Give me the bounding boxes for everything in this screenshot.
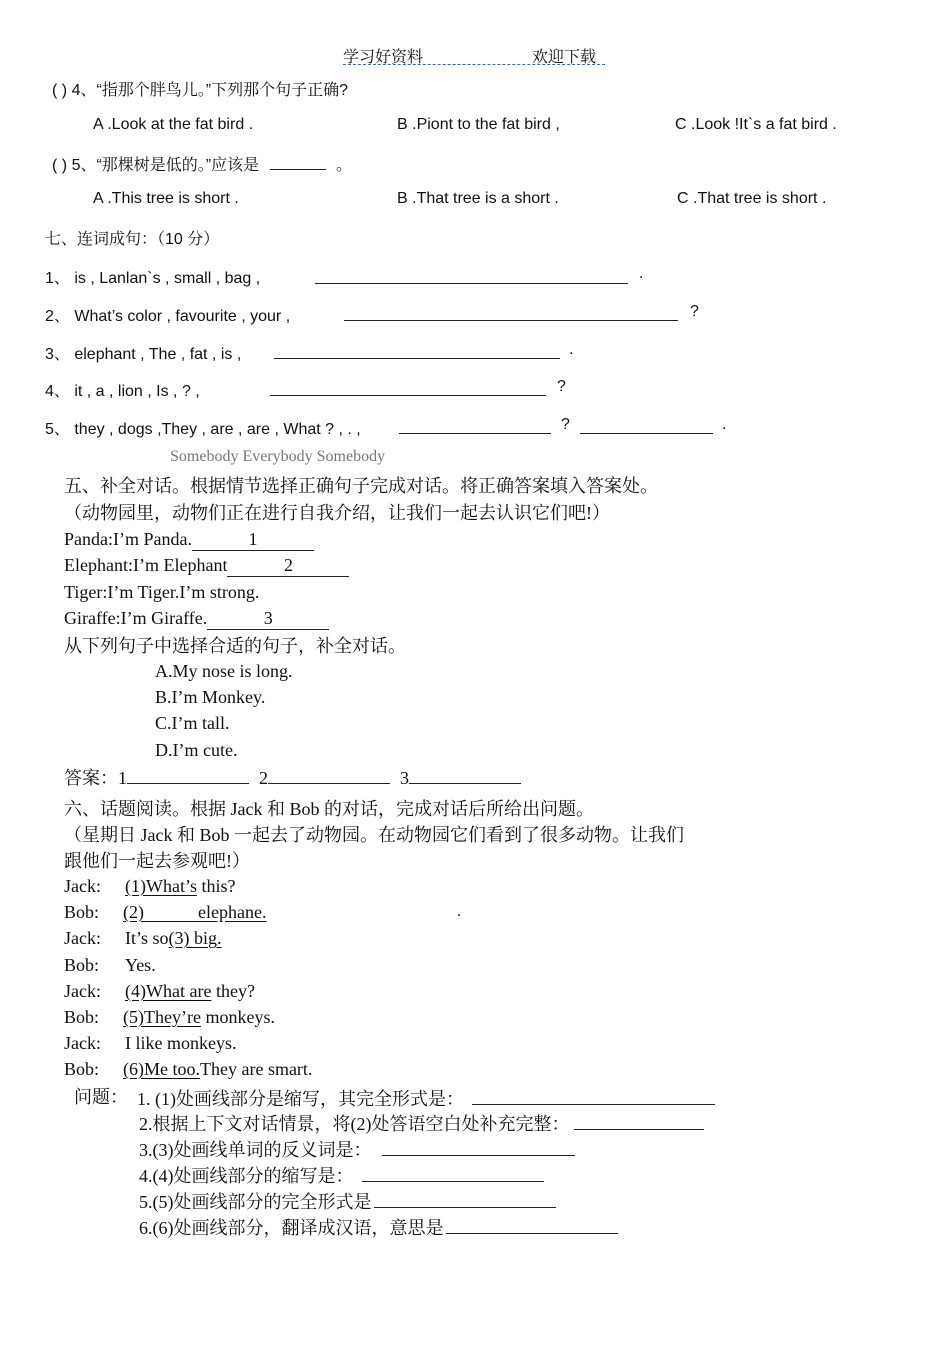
dlg-2-dot: . bbox=[457, 903, 461, 920]
faded-cutoff-text: Somebody Everybody Somebody bbox=[170, 448, 386, 465]
s7-item-5-blank-a[interactable] bbox=[399, 433, 551, 434]
dlg-8-speaker: Bob: bbox=[64, 1059, 100, 1079]
question-3 bbox=[139, 1136, 575, 1162]
question-5-text: 5.(5)处画线部分的完全形式是 bbox=[139, 1192, 372, 1212]
s7-item-1-blank[interactable] bbox=[315, 283, 628, 284]
dlg-7-text: I like monkeys. bbox=[125, 1033, 237, 1053]
s7-item-5 bbox=[45, 416, 361, 439]
section7-title: 七、连词成句：（10 分） bbox=[45, 231, 220, 248]
s7-item-2 bbox=[45, 303, 290, 326]
s5-answer-num-3: 3 bbox=[400, 768, 409, 788]
question-2-text: 2.根据上下文对话情景，将(2)处答语空白处补充完整： bbox=[139, 1114, 570, 1134]
s5-option-a: A.My nose is long. bbox=[155, 661, 293, 681]
s5-line-panda bbox=[64, 529, 314, 551]
section6-intro-1: （星期日 Jack 和 Bob 一起去了动物园。在动物园它们看到了很多动物。让我们 bbox=[64, 825, 684, 845]
q5-prompt-line bbox=[52, 152, 352, 175]
s5-line-panda-text: Panda:I’m Panda. bbox=[64, 529, 192, 549]
s5-answer-line bbox=[64, 764, 521, 790]
s5-option-b: B.I’m Monkey. bbox=[155, 687, 266, 707]
header-dashed-rule bbox=[343, 64, 605, 65]
dlg-6-speaker: Bob: bbox=[64, 1007, 100, 1027]
question-2 bbox=[139, 1110, 704, 1136]
q4-prompt-line bbox=[52, 77, 348, 100]
s5-answer-num-2: 2 bbox=[259, 768, 268, 788]
s5-line-elephant bbox=[64, 555, 349, 577]
s5-line-elephant-text: Elephant:I’m Elephant bbox=[64, 555, 228, 575]
dlg-4-speaker: Bob: bbox=[64, 955, 100, 975]
dlg-2-underlined: (2) elephane. bbox=[123, 902, 267, 922]
dlg-8-underlined: (6)Me too. bbox=[123, 1059, 200, 1079]
faded-cutoff-line bbox=[170, 448, 500, 469]
s5-blank-2[interactable] bbox=[227, 555, 349, 577]
dlg-2-speaker: Bob: bbox=[64, 902, 100, 922]
dlg-1-underlined: (1)What’s bbox=[125, 876, 197, 896]
dlg-6-rest: monkeys. bbox=[200, 1007, 275, 1027]
s7-item-3-words: 3、 elephant , The , fat , is , bbox=[45, 346, 242, 363]
question-1-blank[interactable] bbox=[472, 1103, 715, 1105]
section5-subtitle: （动物园里，动物们正在进行自我介绍，让我们一起去认识它们吧!） bbox=[64, 503, 610, 523]
s5-blank-3-num: 3 bbox=[263, 608, 273, 628]
dlg-7-speaker: Jack: bbox=[64, 1033, 101, 1053]
s5-option-c: C.I’m tall. bbox=[155, 713, 230, 733]
question-6-blank[interactable] bbox=[446, 1232, 618, 1234]
question-3-text: 3.(3)处画线单词的反义词是： bbox=[139, 1140, 372, 1160]
s7-item-3-end: . bbox=[569, 341, 574, 358]
s7-item-2-words: 2、 What’s color , favourite , your , bbox=[45, 308, 291, 325]
s7-item-1 bbox=[45, 265, 260, 288]
s7-item-3 bbox=[45, 341, 241, 364]
question-4 bbox=[139, 1162, 544, 1188]
question-2-blank[interactable] bbox=[574, 1128, 704, 1130]
section6-intro-2: 跟他们一起去参观吧!） bbox=[64, 851, 250, 871]
s7-item-2-end: ? bbox=[690, 303, 699, 320]
s7-item-2-blank[interactable] bbox=[344, 320, 678, 321]
dlg-3-underlined: (3) big. bbox=[168, 928, 222, 948]
question-3-blank[interactable] bbox=[382, 1154, 575, 1156]
q5-option-c: C .That tree is short . bbox=[677, 190, 827, 207]
s5-blank-2-num: 2 bbox=[283, 555, 293, 575]
dlg-1-text bbox=[125, 876, 235, 897]
q5-answer-blank[interactable] bbox=[270, 168, 326, 170]
question-5 bbox=[139, 1188, 556, 1214]
s5-answer-blank-2[interactable] bbox=[268, 782, 390, 784]
question-4-blank[interactable] bbox=[362, 1180, 544, 1182]
s5-blank-3[interactable] bbox=[207, 608, 329, 630]
dlg-5-rest: they? bbox=[211, 981, 255, 1001]
s7-item-5-blank-b[interactable] bbox=[580, 433, 713, 434]
q5-option-a: A .This tree is short . bbox=[93, 190, 239, 207]
dlg-6-underlined: (5)They’re bbox=[123, 1007, 201, 1027]
dlg-5-underlined: (4)What are bbox=[125, 981, 212, 1001]
s7-item-1-end: . bbox=[639, 265, 644, 282]
section5-title: 五、补全对话。根据情节选择正确句子完成对话。将正确答案填入答案处。 bbox=[64, 476, 658, 496]
dlg-4-text: Yes. bbox=[125, 955, 156, 975]
dlg-5-speaker: Jack: bbox=[64, 981, 101, 1001]
s7-item-5-end: . bbox=[722, 416, 727, 433]
s5-answer-num-1: 1 bbox=[118, 768, 127, 788]
dlg-3-pre: It’s so bbox=[125, 928, 169, 948]
dlg-5-text bbox=[125, 981, 255, 1002]
s7-item-1-words: 1、 is , Lanlan`s , small , bag , bbox=[45, 270, 261, 287]
header-right: 欢迎下载 bbox=[532, 49, 597, 66]
questions-label: 问题： bbox=[74, 1087, 128, 1107]
dlg-3-speaker: Jack: bbox=[64, 928, 101, 948]
dlg-8-text bbox=[123, 1059, 312, 1080]
s7-item-4-words: 4、 it , a , lion , Is , ? , bbox=[45, 383, 200, 400]
dlg-1-rest: this? bbox=[196, 876, 236, 896]
question-6 bbox=[139, 1214, 618, 1240]
s5-answer-blank-3[interactable] bbox=[409, 782, 521, 784]
s5-line-giraffe-text: Giraffe:I’m Giraffe. bbox=[64, 608, 208, 628]
s5-line-giraffe bbox=[64, 608, 329, 630]
s5-blank-1[interactable] bbox=[192, 529, 314, 551]
q5-option-b: B .That tree is a short . bbox=[397, 190, 559, 207]
q4-option-c: C .Look !It`s a fat bird . bbox=[675, 116, 837, 133]
dlg-6-text bbox=[123, 1007, 275, 1028]
dlg-2-text bbox=[123, 902, 266, 923]
s7-item-4-blank[interactable] bbox=[270, 395, 546, 396]
question-4-text: 4.(4)处画线部分的缩写是： bbox=[139, 1166, 354, 1186]
s7-item-5-mid: ? bbox=[561, 416, 570, 433]
s5-answer-label: 答案： bbox=[64, 768, 118, 788]
dlg-1-speaker: Jack: bbox=[64, 876, 101, 896]
question-1 bbox=[137, 1085, 715, 1111]
q4-option-a: A .Look at the fat bird . bbox=[93, 116, 254, 133]
q5-end: 。 bbox=[336, 157, 353, 174]
s5-line-tiger: Tiger:I’m Tiger.I’m strong. bbox=[64, 582, 260, 602]
dlg-3-text bbox=[125, 928, 222, 949]
section6-title: 六、话题阅读。根据 Jack 和 Bob 的对话，完成对话后所给出问题。 bbox=[64, 799, 594, 819]
q5-paren: ( ) bbox=[52, 157, 68, 174]
q4-option-b: B .Piont to the fat bird , bbox=[397, 116, 560, 133]
dlg-8-rest: They are smart. bbox=[199, 1059, 313, 1079]
s5-blank-1-num: 1 bbox=[248, 529, 258, 549]
q5-prompt: 5、“那棵树是低的。”应该是 bbox=[71, 157, 260, 174]
s5-instruction: 从下列句子中选择合适的句子，补全对话。 bbox=[64, 636, 406, 656]
q4-paren: ( ) bbox=[52, 82, 68, 99]
s5-answer-blank-1[interactable] bbox=[127, 782, 249, 784]
s7-item-4-end: ? bbox=[557, 378, 566, 395]
question-1-text: 1. (1)处画线部分是缩写，其完全形式是： bbox=[137, 1089, 464, 1109]
s7-item-3-blank[interactable] bbox=[274, 358, 560, 359]
question-6-text: 6.(6)处画线部分，翻译成汉语，意思是 bbox=[139, 1218, 444, 1238]
header-left: 学习好资料 bbox=[343, 49, 424, 66]
s7-item-4 bbox=[45, 378, 200, 401]
s7-item-5-words: 5、 they , dogs ,They , are , are , What ? , . , bbox=[45, 421, 361, 438]
q4-prompt: 4、“指那个胖鸟儿。”下列那个句子正确? bbox=[71, 82, 349, 99]
question-5-blank[interactable] bbox=[374, 1206, 556, 1208]
s5-option-d: D.I’m cute. bbox=[155, 740, 238, 760]
